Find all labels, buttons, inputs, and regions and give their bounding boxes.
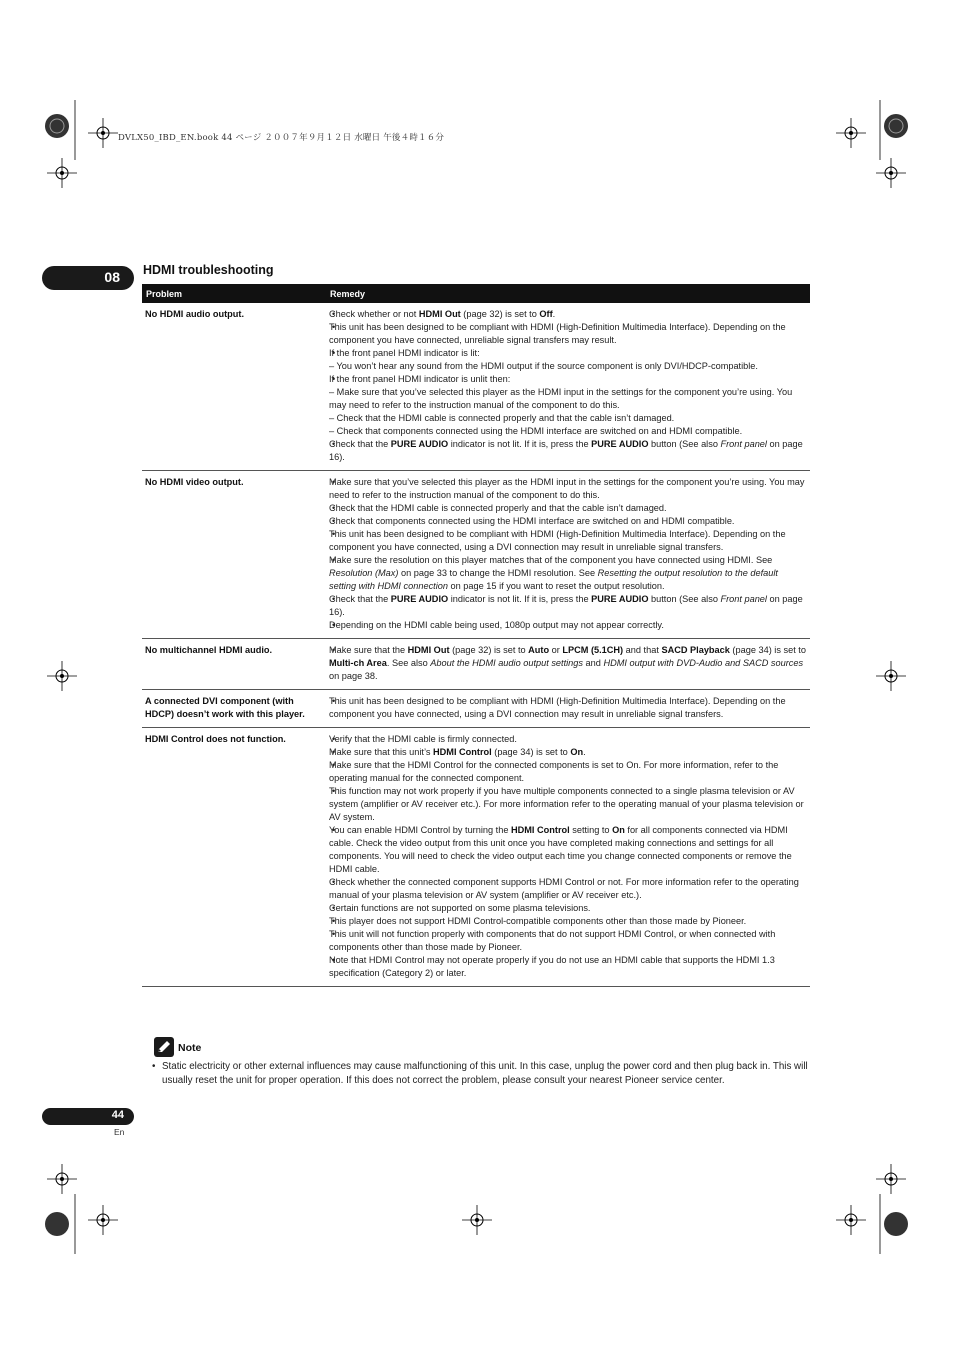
- registration-mark-icon: [862, 1194, 922, 1254]
- table-row: [142, 303, 810, 471]
- remedy-item: • Check whether the connected component supports HDMI Control or not. For more information refer to the operating manual of your plasma television or AV system (amplifier or AV receiver etc.).: [329, 876, 807, 902]
- remedy-cell: [326, 471, 810, 639]
- remedy-item: • This function may not work properly if you have multiple components connected to a single plasma television or AV system (amplifier or AV receiver etc.). For more information refer to the operating manual of your plasma television or AV system.: [329, 785, 807, 824]
- remedy-item: • Check that components connected using the HDMI interface are switched on and HDMI compatible.: [329, 515, 807, 528]
- remedy-cell: [326, 728, 810, 987]
- table-row: [142, 639, 810, 690]
- note-pencil-icon: [154, 1037, 174, 1057]
- remedy-item: • Verify that the HDMI cable is firmly connected.: [329, 733, 807, 746]
- chapter-number-tab: 08: [42, 266, 134, 290]
- remedy-item: • If the front panel HDMI indicator is lit:: [329, 347, 807, 360]
- problem-cell: HDMI Control does not function.: [142, 728, 326, 987]
- table-row: [142, 728, 810, 987]
- remedy-item: • Note that HDMI Control may not operate properly if you do not use an HDMI cable that supports the HDMI 1.3 specification (Category 2) or later.: [329, 954, 807, 980]
- remedy-subitem: – Make sure that you’ve selected this player as the HDMI input in the settings for the component you’re using. You may need to refer to the instruction manual of the component to do this.: [329, 387, 793, 410]
- crosshair-mark-icon: [47, 158, 77, 188]
- remedy-column-header: Remedy: [326, 284, 810, 303]
- registration-mark-icon: [862, 100, 922, 160]
- crosshair-mark-icon: [47, 1164, 77, 1194]
- table-header-row: [142, 284, 810, 303]
- problem-cell: No multichannel HDMI audio.: [142, 639, 326, 690]
- remedy-item: • This unit has been designed to be compliant with HDMI (High-Definition Multimedia Interface). Depending on the component you have connected, using a DVI connection may result in unreliable signal transfers.: [329, 695, 807, 721]
- crosshair-mark-icon: [836, 118, 866, 148]
- problem-column-header: Problem: [142, 284, 326, 303]
- crosshair-mark-icon: [88, 1205, 118, 1235]
- remedy-item: • Make sure that this unit’s HDMI Control (page 34) is set to On.: [329, 746, 807, 759]
- language-code: En: [114, 1127, 125, 1137]
- problem-cell: A connected DVI component (with HDCP) doesn’t work with this player.: [142, 690, 326, 728]
- table-row: [142, 471, 810, 639]
- remedy-item: • Check whether or not HDMI Out (page 32) is set to Off.: [329, 308, 807, 321]
- remedy-item: • Make sure that the HDMI Out (page 32) is set to Auto or LPCM (5.1CH) and that SACD Playback (page 34) is set to Multi-ch Area. See also About the HDMI audio output settings and HDMI output with DVD-Audio and SACD sources on page 38.: [329, 644, 807, 683]
- remedy-subitem: – Check that components connected using the HDMI interface are switched on and HDMI compatible.: [329, 426, 743, 436]
- note-text: • Static electricity or other external influences may cause malfunctioning of this unit. In this case, unplug the power cord and then plug back in. This will usually reset the unit for proper operation. If this does not correct the problem, please consult your nearest Pioneer service center.: [152, 1060, 812, 1087]
- remedy-item: • Make sure that the HDMI Control for the connected components is set to On. For more information, refer to the operating manual for the connected component.: [329, 759, 807, 785]
- remedy-list: [329, 644, 807, 683]
- remedy-list: [329, 733, 807, 980]
- remedy-item: • You can enable HDMI Control by turning the HDMI Control setting to On for all components connected via HDMI cable. Check the video output from this unit once you have completed making connections and settings for all components. You will need to check the video output each time you change connected components or remove the HDMI cable.: [329, 824, 807, 876]
- remedy-item: • Make sure that you’ve selected this player as the HDMI input in the settings for the component you’re using. You may need to refer to the instruction manual of the component to do this.: [329, 476, 807, 502]
- remedy-list: [329, 476, 807, 632]
- remedy-item: • This unit has been designed to be compliant with HDMI (High-Definition Multimedia Interface). Depending on the component you have connected, unreliable signal transfers may result.: [329, 321, 807, 347]
- crosshair-mark-icon: [462, 1205, 492, 1235]
- remedy-cell: [326, 303, 810, 471]
- remedy-item: • Check that the PURE AUDIO indicator is not lit. If it is, press the PURE AUDIO button (See also Front panel on page 16).: [329, 593, 807, 619]
- note-body: Static electricity or other external influences may cause malfunctioning of this unit. In this case, unplug the power cord and then plug back in. This will usually reset the unit for proper operation. If this does not correct the problem, please consult your nearest Pioneer service center.: [162, 1061, 808, 1086]
- remedy-item: • Make sure the resolution on this player matches that of the component you have connected using HDMI. See Resolution (Max) on page 33 to change the HDMI resolution. See Resetting the output resolution to the default setting with HDMI connection on page 15 if you want to reset the output resolution.: [329, 554, 807, 593]
- remedy-cell: [326, 639, 810, 690]
- table-row: [142, 690, 810, 728]
- remedy-subitem: – You won’t hear any sound from the HDMI output if the source component is only DVI/HDCP-compatible.: [329, 361, 758, 371]
- crosshair-mark-icon: [876, 661, 906, 691]
- crosshair-mark-icon: [876, 1164, 906, 1194]
- remedy-subitem: – Check that the HDMI cable is connected properly and that the cable isn’t damaged.: [329, 413, 675, 423]
- remedy-item: • Check that the HDMI cable is connected properly and that the cable isn’t damaged.: [329, 502, 807, 515]
- remedy-list: [329, 308, 807, 464]
- remedy-list: [329, 695, 807, 721]
- remedy-item: • This player does not support HDMI Control-compatible components other than those made by Pioneer.: [329, 915, 807, 928]
- remedy-item: • Depending on the HDMI cable being used, 1080p output may not appear correctly.: [329, 619, 807, 632]
- page-number: 44: [42, 1108, 134, 1125]
- remedy-item: • Check that the PURE AUDIO indicator is not lit. If it is, press the PURE AUDIO button (See also Front panel on page 16).: [329, 438, 807, 464]
- crosshair-mark-icon: [876, 158, 906, 188]
- remedy-item: • If the front panel HDMI indicator is unlit then:: [329, 373, 807, 386]
- crosshair-mark-icon: [47, 661, 77, 691]
- remedy-item: • This unit has been designed to be compliant with HDMI (High-Definition Multimedia Interface). Depending on the component you have connected, using a DVI connection may result in unreliable signal transfers.: [329, 528, 807, 554]
- troubleshooting-table: [142, 284, 810, 987]
- crosshair-mark-icon: [88, 118, 118, 148]
- section-title: HDMI troubleshooting: [143, 263, 274, 277]
- problem-cell: No HDMI video output.: [142, 471, 326, 639]
- problem-cell: No HDMI audio output.: [142, 303, 326, 471]
- note-title: Note: [178, 1042, 202, 1054]
- remedy-item: • This unit will not function properly with components that do not support HDMI Control, or when connected with components other than those made by Pioneer.: [329, 928, 807, 954]
- remedy-cell: [326, 690, 810, 728]
- remedy-item: • Certain functions are not supported on some plasma televisions.: [329, 902, 807, 915]
- print-file-info: DVLX50_IBD_EN.book 44 ページ ２００７年９月１２日 水曜日 午後４時１６分: [118, 133, 445, 143]
